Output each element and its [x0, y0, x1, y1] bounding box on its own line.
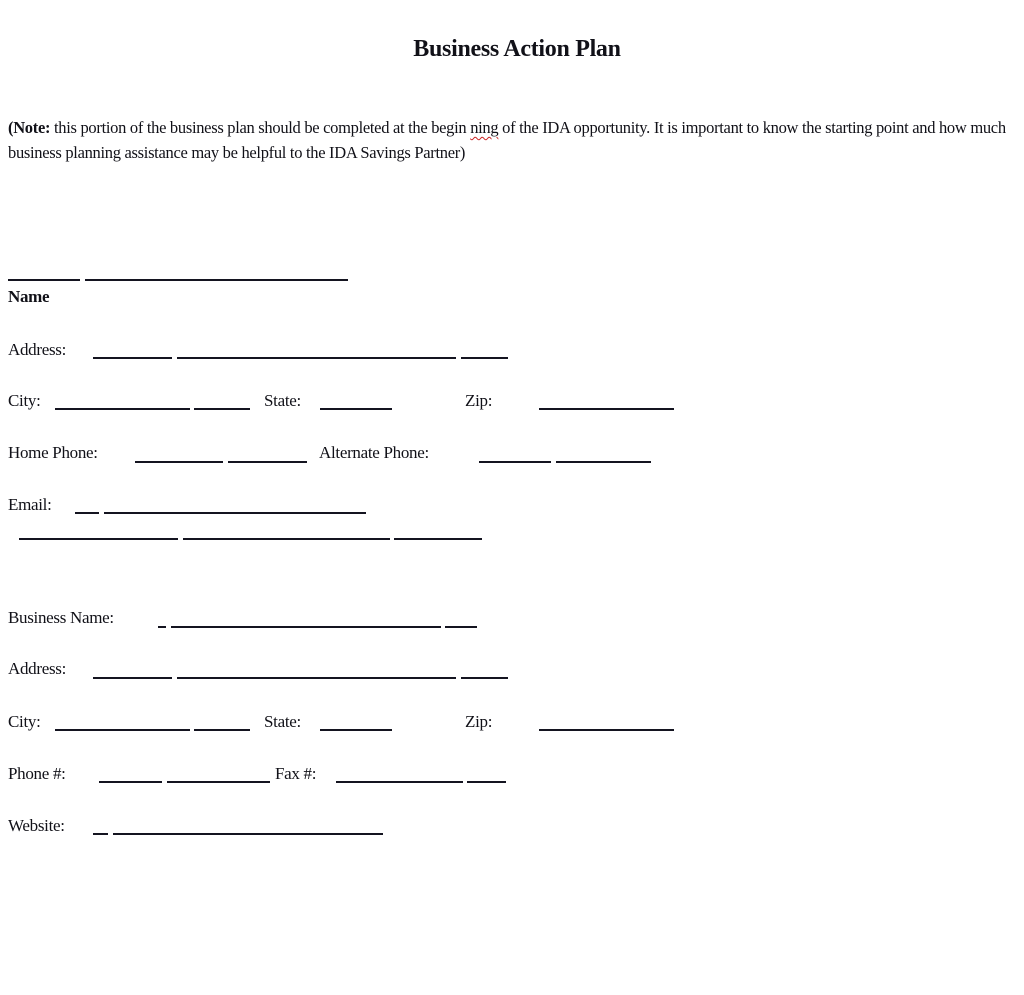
business-address-field-line-2[interactable] — [177, 677, 456, 679]
home-phone-field-line-1[interactable] — [135, 461, 223, 463]
alternate-phone-field-line-2[interactable] — [556, 461, 651, 463]
spellcheck-flagged-word[interactable]: ning — [470, 118, 499, 137]
business-name-field-line-2[interactable] — [171, 626, 441, 628]
city-field-line-1[interactable] — [55, 408, 190, 410]
instruction-note — [8, 116, 1008, 165]
email-field-line-2[interactable] — [104, 512, 366, 514]
address-field-line-1[interactable] — [93, 357, 172, 359]
alternate-phone-field-line-1[interactable] — [479, 461, 551, 463]
website-label: Website: — [8, 816, 65, 835]
business-zip-field-line[interactable] — [539, 729, 674, 731]
business-address-field-line-1[interactable] — [93, 677, 172, 679]
address-label: Address: — [8, 340, 67, 359]
note-prefix: (Note: — [8, 118, 51, 137]
home-phone-field-line-2[interactable] — [228, 461, 307, 463]
email-field-line-4[interactable] — [183, 538, 390, 540]
city-label: City: — [8, 391, 41, 410]
website-field-line-2[interactable] — [113, 833, 383, 835]
alternate-phone-label: Alternate Phone: — [319, 443, 429, 462]
document-title: Business Action Plan — [413, 36, 621, 62]
address-field-line-2[interactable] — [177, 357, 456, 359]
fax-field-line-1[interactable] — [336, 781, 463, 783]
business-state-field-line[interactable] — [320, 729, 392, 731]
business-state-label: State: — [264, 712, 301, 731]
email-field-line-3[interactable] — [19, 538, 178, 540]
note-text-2: of the IDA opportunity. It is important to know the starting point and how much business planning assistance may be helpful to the IDA Savings Partner) — [8, 118, 1006, 162]
state-label: State: — [264, 391, 301, 410]
zip-field-line[interactable] — [539, 408, 674, 410]
business-city-field-line-2[interactable] — [194, 729, 250, 731]
business-name-field-line-3[interactable] — [445, 626, 477, 628]
home-phone-label: Home Phone: — [8, 443, 98, 462]
city-field-line-2[interactable] — [194, 408, 250, 410]
email-label: Email: — [8, 495, 52, 514]
fax-field-line-2[interactable] — [467, 781, 506, 783]
website-field-line-1[interactable] — [93, 833, 108, 835]
business-city-label: City: — [8, 712, 41, 731]
address-field-line-3[interactable] — [461, 357, 508, 359]
zip-label: Zip: — [465, 391, 493, 410]
business-address-label: Address: — [8, 659, 67, 678]
fax-label: Fax #: — [275, 764, 317, 783]
name-label: Name — [8, 287, 50, 306]
business-city-field-line-1[interactable] — [55, 729, 190, 731]
business-address-field-line-3[interactable] — [461, 677, 508, 679]
state-field-line[interactable] — [320, 408, 392, 410]
business-phone-label: Phone #: — [8, 764, 66, 783]
business-zip-label: Zip: — [465, 712, 493, 731]
note-text-1: this portion of the business plan should be completed at the begin — [50, 118, 471, 137]
email-field-line-1[interactable] — [75, 512, 99, 514]
business-name-label: Business Name: — [8, 608, 114, 627]
business-name-field-line-1[interactable] — [158, 626, 166, 628]
email-field-line-5[interactable] — [394, 538, 482, 540]
name-field-line-2[interactable] — [85, 279, 348, 281]
business-phone-field-line-1[interactable] — [99, 781, 162, 783]
business-phone-field-line-2[interactable] — [167, 781, 270, 783]
name-field-line-1[interactable] — [8, 279, 80, 281]
